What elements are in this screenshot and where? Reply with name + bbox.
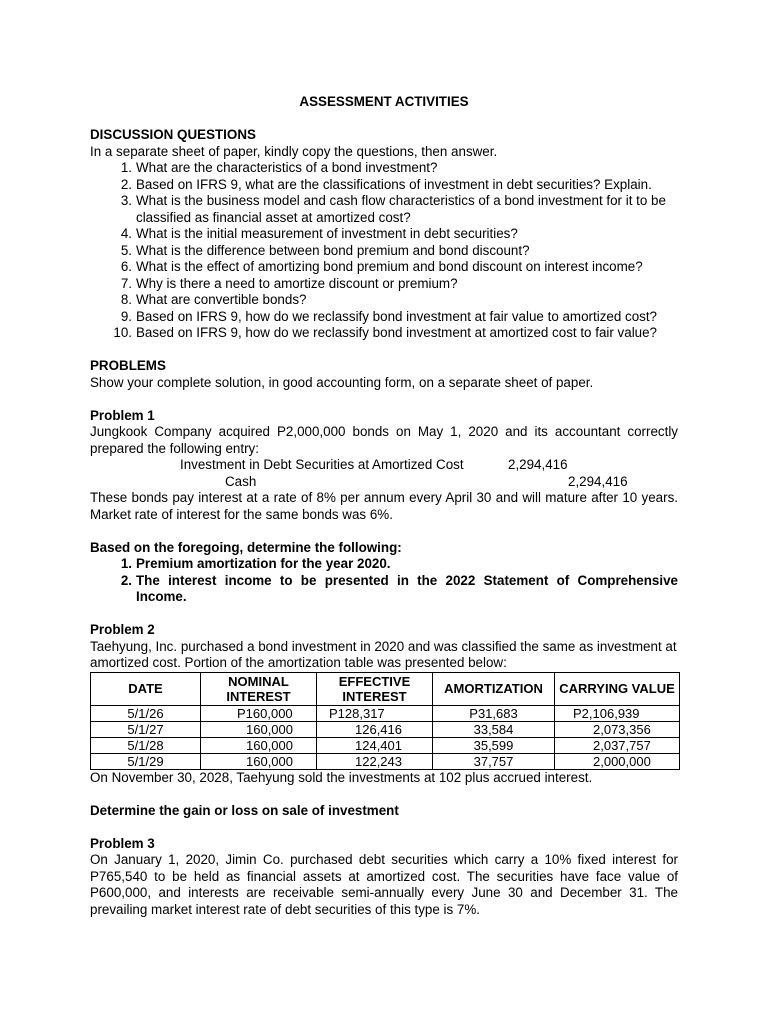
question-item: 6. What is the effect of amortizing bond premium and bond discount on interest income? [120,259,643,274]
problem1-instruction: Based on the foregoing, determine the following: [90,539,402,555]
table-row: 5/1/26 P160,000 P128,317 P31,683 P2,106,939 [91,705,680,721]
problem1-text: Jungkook Company acquired P2,000,000 bonds on May 1, 2020 and its accountant correctly prepared the following entry: [90,424,678,456]
document-page [90,94,678,918]
question-item: 4. What is the initial measurement of investment in debt securities? [120,226,518,241]
problem3-text: On January 1, 2020, Jimin Co. purchased debt securities which carry a 10% fixed interest for P765,540 to be held as financial assets at amortized cost. The securities have face value of P600,000, and interests are receivable semi-annually every June 30 and December 31. The prevailing market interest rate of debt securities of this type is 7%. [90,852,678,917]
journal-entry-credit [90,474,678,491]
discussion-intro: In a separate sheet of paper, kindly copy the questions, then answer. [90,143,498,159]
question-item: 7. Why is there a need to amortize discount or premium? [120,275,458,291]
page-title: ASSESSMENT ACTIVITIES [299,94,469,109]
problems-heading: PROBLEMS [90,358,166,373]
amortization-table [90,672,680,770]
column-header: EFFECTIVE INTEREST [317,672,433,705]
discussion-question-list [90,160,678,342]
problem2-text: Taehyung, Inc. purchased a bond investment in 2020 and was classified the same as investment at amortized cost. Portion of the amortization table was presented below: [90,638,677,670]
problem1-heading: Problem 1 [90,407,155,423]
problem2-heading: Problem 2 [90,622,155,637]
debit-account: Investment in Debt Securities at Amortized Cost [180,457,464,472]
table-row: 5/1/29 160,000 122,243 37,757 2,000,000 [91,753,680,769]
problem1-task-list [90,556,678,606]
task-item: 1. Premium amortization for the year 2020. [120,556,391,571]
column-header: NOMINAL INTEREST [201,672,317,705]
question-item: 2. Based on IFRS 9, what are the classifications of investment in debt securities? Explain. [120,176,652,192]
task-item: 2. The interest income to be presented in the 2022 Statement of Comprehensive Income. [120,572,678,604]
problem2-instruction: Determine the gain or loss on sale of investment [90,802,399,818]
table-row: 5/1/28 160,000 124,401 35,599 2,037,757 [91,737,680,753]
discussion-heading: DISCUSSION QUESTIONS [90,127,256,142]
question-item: 8. What are convertible bonds? [120,292,307,307]
problem3-heading: Problem 3 [90,835,155,851]
problem2-text2: On November 30, 2028, Taehyung sold the investments at 102 plus accrued interest. [90,769,593,785]
question-item: 1. What are the characteristics of a bond investment? [120,160,438,175]
column-header: CARRYING VALUE [555,672,680,705]
credit-amount: 2,294,416 [568,473,628,489]
column-header: DATE [91,672,201,705]
debit-amount: 2,294,416 [508,457,568,472]
question-item: 10. Based on IFRS 9, how do we reclassify bond investment at amortized cost to fair value? [113,325,658,340]
table-header-row [91,672,680,705]
question-item: 3. What is the business model and cash flow characteristics of a bond investment for it to be classified as financial asset at amortized cost? [120,193,666,225]
column-header: AMORTIZATION [433,672,555,705]
question-item: 5. What is the difference between bond premium and bond discount? [120,242,530,258]
problem1-text2: These bonds pay interest at a rate of 8% per annum every April 30 and will mature after 10 years. Market rate of interest for the same bonds was 6%. [90,490,678,522]
table-row: 5/1/27 160,000 126,416 33,584 2,073,356 [91,721,680,737]
credit-account: Cash [225,473,257,489]
question-item: 9. Based on IFRS 9, how do we reclassify bond investment at fair value to amortized cost? [120,308,658,324]
problems-intro: Show your complete solution, in good accounting form, on a separate sheet of paper. [90,374,594,390]
journal-entry-debit [90,457,678,474]
